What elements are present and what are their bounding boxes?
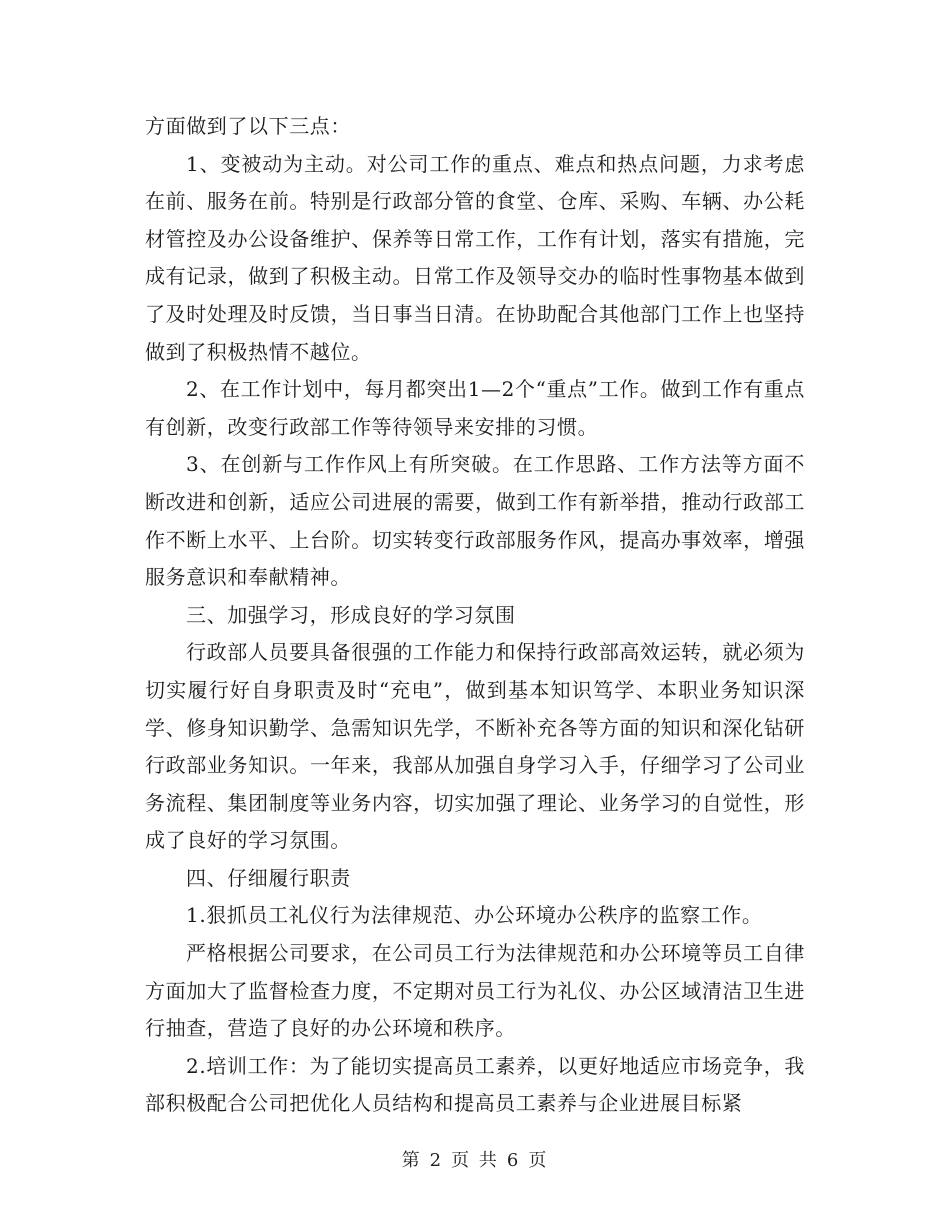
- document-body: [145, 108, 805, 1123]
- footer-prefix: 第: [401, 1150, 422, 1171]
- paragraph-8: 严格根据公司要求，在公司员工行为法律规范和办公环境等员工自律方面加大了监督检查力度，不定期对员工行为礼仪、办公区域清洁卫生进行抽查，营造了良好的办公环境和秩序。: [145, 941, 805, 1041]
- paragraph-0: 方面做到了以下三点：: [145, 114, 351, 138]
- footer-middle: 页 共: [451, 1150, 499, 1171]
- section-heading-3: 三、加强学习，形成良好的学习氛围: [186, 602, 516, 627]
- paragraph-2: 2、在工作计划中，每月都突出1—2个“重点”工作。做到工作有重点有创新，改变行政部工作等待领导来安排的习惯。: [145, 377, 805, 439]
- footer-current-page: 2: [429, 1150, 444, 1171]
- paragraph-1: 1、变被动为主动。对公司工作的重点、难点和热点问题，力求考虑在前、服务在前。特别是行政部分管的食堂、仓库、采购、车辆、办公耗材管控及办公设备维护、保养等日常工作，工作有计划，落实有措施，完成有记录，做到了积极主动。日常工作及领导交办的临时性事物基本做到了及时处理及时反馈，当日事当日清。在协助配合其他部门工作上也坚持做到了积极热情不越位。: [145, 151, 805, 364]
- section-heading-4: 四、仔细履行职责: [186, 865, 351, 890]
- paragraph-5: 行政部人员要具备很强的工作能力和保持行政部高效运转，就必须为切实履行好自身职责及时“充电”，做到基本知识笃学、本职业务知识深学、修身知识勤学、急需知识先学，不断补充各等方面的知识和深化钻研行政部业务知识。一年来，我部从加强自身学习入手，仔细学习了公司业务流程、集团制度等业务内容，切实加强了理论、业务学习的自觉性，形成了良好的学习氛围。: [145, 640, 805, 853]
- paragraph-3: 3、在创新与工作作风上有所突破。在工作思路、工作方法等方面不断改进和创新，适应公司进展的需要，做到工作有新举措，推动行政部工作不断上水平、上台阶。切实转变行政部服务作风，提高办事效率，增强服务意识和奉献精神。: [145, 452, 805, 590]
- footer-suffix: 页: [528, 1150, 549, 1171]
- page-footer: [0, 1146, 950, 1172]
- footer-total-pages: 6: [506, 1150, 521, 1171]
- paragraph-9: 2.培训工作：为了能切实提高员工素养，以更好地适应市场竞争，我部积极配合公司把优化人员结构和提高员工素养与企业进展目标紧: [145, 1053, 805, 1116]
- subheading-4-1: 1.狠抓员工礼仪行为法律规范、办公环境办公秩序的监察工作。: [186, 903, 763, 928]
